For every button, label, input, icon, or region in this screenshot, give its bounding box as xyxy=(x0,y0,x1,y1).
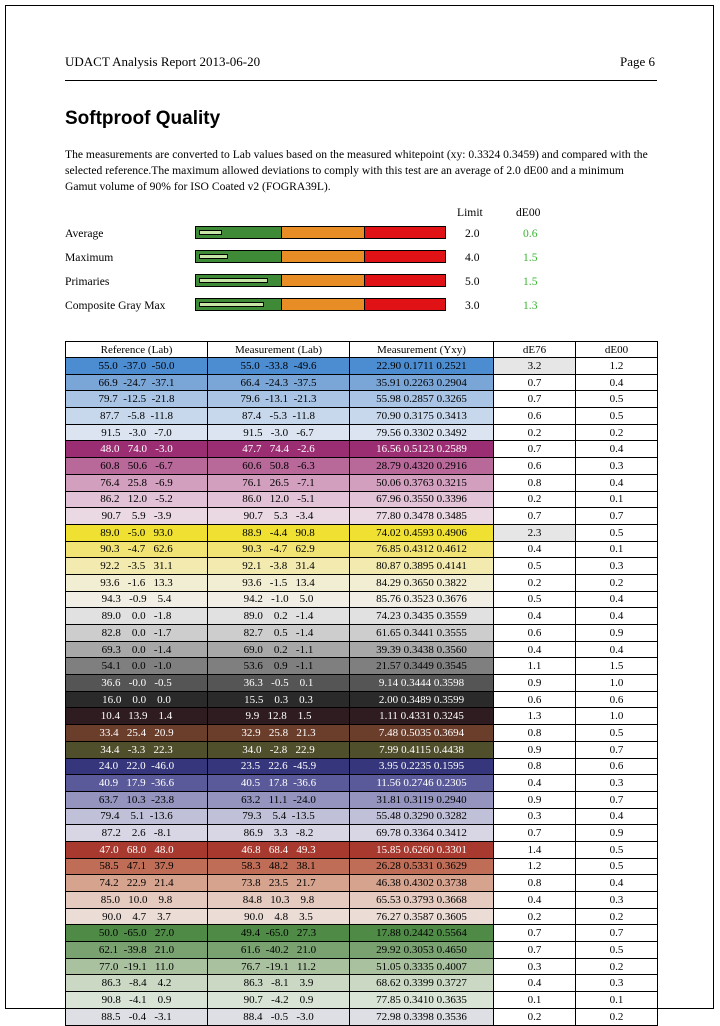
bar-green-zone xyxy=(196,251,281,262)
de76-cell: 0.2 xyxy=(494,1008,576,1025)
table-row xyxy=(66,858,658,875)
measurement-yxy-cell: 69.78 0.3364 0.3412 xyxy=(350,825,494,842)
measurement-lab-cell: 79.6 -13.1 -21.3 xyxy=(208,391,350,408)
measurement-lab-cell: 76.7 -19.1 11.2 xyxy=(208,958,350,975)
de00-cell: 0.4 xyxy=(576,591,658,608)
reference-lab-cell: 90.8 -4.1 0.9 xyxy=(66,992,208,1009)
measurement-lab-cell: 91.5 -3.0 -6.7 xyxy=(208,424,350,441)
measurement-yxy-cell: 79.56 0.3302 0.3492 xyxy=(350,424,494,441)
measurement-yxy-cell: 11.56 0.2746 0.2305 xyxy=(350,775,494,792)
measurement-yxy-cell: 85.76 0.3523 0.3676 xyxy=(350,591,494,608)
metric-limit: 2.0 xyxy=(465,227,480,240)
bar-red-zone xyxy=(364,275,445,286)
de76-cell: 1.2 xyxy=(494,858,576,875)
de00-cell: 0.5 xyxy=(576,841,658,858)
measurement-lab-cell: 84.8 10.3 9.8 xyxy=(208,892,350,909)
de76-cell: 0.7 xyxy=(494,391,576,408)
header-divider xyxy=(65,80,657,81)
de76-cell: 0.9 xyxy=(494,675,576,692)
reference-lab-cell: 74.2 22.9 21.4 xyxy=(66,875,208,892)
bar-red-zone xyxy=(364,251,445,262)
bar-orange-zone xyxy=(281,251,364,262)
de00-cell: 0.4 xyxy=(576,641,658,658)
de76-cell: 0.4 xyxy=(494,775,576,792)
summary-row xyxy=(65,250,657,266)
de00-cell: 0.3 xyxy=(576,458,658,475)
table-row xyxy=(66,825,658,842)
reference-lab-cell: 69.3 0.0 -1.4 xyxy=(66,641,208,658)
de76-cell: 0.2 xyxy=(494,424,576,441)
de76-cell: 3.2 xyxy=(494,358,576,375)
reference-lab-cell: 89.0 0.0 -1.8 xyxy=(66,608,208,625)
measurement-yxy-cell: 2.00 0.3489 0.3599 xyxy=(350,691,494,708)
de76-cell: 0.7 xyxy=(494,825,576,842)
measurement-lab-cell: 53.6 0.9 -1.1 xyxy=(208,658,350,675)
table-row xyxy=(66,791,658,808)
bar-indicator xyxy=(199,278,268,283)
bar-indicator xyxy=(199,254,228,259)
measurement-lab-cell: 55.0 -33.8 -49.6 xyxy=(208,358,350,375)
reference-lab-cell: 85.0 10.0 9.8 xyxy=(66,892,208,909)
measurement-lab-cell: 34.0 -2.8 22.9 xyxy=(208,741,350,758)
deviation-bar xyxy=(195,250,446,263)
de76-cell: 0.7 xyxy=(494,942,576,959)
de76-cell: 0.2 xyxy=(494,491,576,508)
de76-cell: 0.4 xyxy=(494,641,576,658)
table-row xyxy=(66,358,658,375)
reference-lab-cell: 34.4 -3.3 22.3 xyxy=(66,741,208,758)
header-de00: dE00 xyxy=(576,342,658,358)
de00-cell: 0.4 xyxy=(576,875,658,892)
table-row xyxy=(66,975,658,992)
de00-cell: 0.1 xyxy=(576,992,658,1009)
measurement-lab-cell: 47.7 74.4 -2.6 xyxy=(208,441,350,458)
measurement-yxy-cell: 16.56 0.5123 0.2589 xyxy=(350,441,494,458)
table-row xyxy=(66,474,658,491)
de00-cell: 0.2 xyxy=(576,424,658,441)
reference-lab-cell: 94.3 -0.9 5.4 xyxy=(66,591,208,608)
reference-lab-cell: 36.6 -0.0 -0.5 xyxy=(66,675,208,692)
reference-lab-cell: 90.0 4.7 3.7 xyxy=(66,908,208,925)
table-row xyxy=(66,875,658,892)
measurement-lab-cell: 46.8 68.4 49.3 xyxy=(208,841,350,858)
measurement-yxy-cell: 46.38 0.4302 0.3738 xyxy=(350,875,494,892)
reference-lab-cell: 79.7 -12.5 -21.8 xyxy=(66,391,208,408)
bar-indicator xyxy=(199,230,222,235)
measurement-yxy-cell: 35.91 0.2263 0.2904 xyxy=(350,374,494,391)
de00-cell: 1.0 xyxy=(576,708,658,725)
measurement-yxy-cell: 76.85 0.4312 0.4612 xyxy=(350,541,494,558)
de76-cell: 0.8 xyxy=(494,725,576,742)
bar-red-zone xyxy=(364,227,445,238)
measurement-yxy-cell: 21.57 0.3449 0.3545 xyxy=(350,658,494,675)
de00-cell: 0.2 xyxy=(576,908,658,925)
reference-lab-cell: 62.1 -39.8 21.0 xyxy=(66,942,208,959)
de76-cell: 0.2 xyxy=(494,908,576,925)
measurement-yxy-cell: 15.85 0.6260 0.3301 xyxy=(350,841,494,858)
measurement-lab-cell: 61.6 -40.2 21.0 xyxy=(208,942,350,959)
de76-cell: 0.7 xyxy=(494,374,576,391)
measurement-lab-cell: 36.3 -0.5 0.1 xyxy=(208,675,350,692)
table-row xyxy=(66,591,658,608)
measurement-lab-cell: 86.3 -8.1 3.9 xyxy=(208,975,350,992)
bar-green-zone xyxy=(196,299,281,310)
measurement-lab-cell: 32.9 25.8 21.3 xyxy=(208,725,350,742)
reference-lab-cell: 58.5 47.1 37.9 xyxy=(66,858,208,875)
de76-cell: 0.1 xyxy=(494,992,576,1009)
reference-lab-cell: 90.7 5.9 -3.9 xyxy=(66,508,208,525)
table-row xyxy=(66,808,658,825)
measurement-lab-cell: 88.4 -0.5 -3.0 xyxy=(208,1008,350,1025)
de00-cell: 0.3 xyxy=(576,558,658,575)
de76-cell: 0.6 xyxy=(494,458,576,475)
reference-lab-cell: 63.7 10.3 -23.8 xyxy=(66,791,208,808)
header-reference: Reference (Lab) xyxy=(66,342,208,358)
measurement-yxy-cell: 9.14 0.3444 0.3598 xyxy=(350,675,494,692)
table-row xyxy=(66,925,658,942)
table-row xyxy=(66,725,658,742)
reference-lab-cell: 76.4 25.8 -6.9 xyxy=(66,474,208,491)
de76-cell: 0.9 xyxy=(494,741,576,758)
limit-column-header: Limit xyxy=(457,206,483,219)
de00-cell: 0.4 xyxy=(576,374,658,391)
measurement-lab-cell: 66.4 -24.3 -37.5 xyxy=(208,374,350,391)
metric-label: Maximum xyxy=(65,251,114,264)
reference-lab-cell: 82.8 0.0 -1.7 xyxy=(66,625,208,642)
metric-value: 1.5 xyxy=(523,251,538,264)
measurement-lab-cell: 90.7 5.3 -3.4 xyxy=(208,508,350,525)
reference-lab-cell: 40.9 17.9 -36.6 xyxy=(66,775,208,792)
table-row xyxy=(66,691,658,708)
de76-cell: 0.7 xyxy=(494,441,576,458)
measurement-lab-cell: 82.7 0.5 -1.4 xyxy=(208,625,350,642)
intro-text: The measurements are converted to Lab values based on the measured whitepoint (xy: 0.3324 0.3459) and compared with the selected reference.The maximum allowed deviations to comply with this test are an average of 2.0 dE00 and a minimum Gamut volume of 90% for ISO Coated v2 (FOGRA39L). xyxy=(65,148,648,193)
table-row xyxy=(66,708,658,725)
measurement-lab-cell: 23.5 22.6 -45.9 xyxy=(208,758,350,775)
de00-cell: 0.9 xyxy=(576,825,658,842)
de00-cell: 0.6 xyxy=(576,691,658,708)
reference-lab-cell: 54.1 0.0 -1.0 xyxy=(66,658,208,675)
de00-cell: 0.1 xyxy=(576,491,658,508)
reference-lab-cell: 77.0 -19.1 11.0 xyxy=(66,958,208,975)
measurement-lab-cell: 79.3 5.4 -13.5 xyxy=(208,808,350,825)
de00-cell: 0.7 xyxy=(576,925,658,942)
table-row xyxy=(66,541,658,558)
de76-cell: 0.6 xyxy=(494,625,576,642)
measurement-yxy-cell: 55.48 0.3290 0.3282 xyxy=(350,808,494,825)
measurement-yxy-cell: 51.05 0.3335 0.4007 xyxy=(350,958,494,975)
reference-lab-cell: 60.8 50.6 -6.7 xyxy=(66,458,208,475)
measurement-table xyxy=(65,341,658,1026)
header-measurement-yxy: Measurement (Yxy) xyxy=(350,342,494,358)
table-row xyxy=(66,958,658,975)
measurement-lab-cell: 87.4 -5.3 -11.8 xyxy=(208,408,350,425)
measurement-yxy-cell: 67.96 0.3550 0.3396 xyxy=(350,491,494,508)
report-header xyxy=(65,54,655,70)
measurement-lab-cell: 92.1 -3.8 31.4 xyxy=(208,558,350,575)
reference-lab-cell: 89.0 -5.0 93.0 xyxy=(66,524,208,541)
measurement-lab-cell: 88.9 -4.4 90.8 xyxy=(208,524,350,541)
measurement-lab-cell: 73.8 23.5 21.7 xyxy=(208,875,350,892)
reference-lab-cell: 86.2 12.0 -5.2 xyxy=(66,491,208,508)
table-row xyxy=(66,558,658,575)
table-row xyxy=(66,641,658,658)
metric-value: 0.6 xyxy=(523,227,538,240)
bar-orange-zone xyxy=(281,227,364,238)
table-row xyxy=(66,758,658,775)
measurement-lab-cell: 90.3 -4.7 62.9 xyxy=(208,541,350,558)
measurement-lab-cell: 94.2 -1.0 5.0 xyxy=(208,591,350,608)
de00-cell: 1.5 xyxy=(576,658,658,675)
bar-indicator xyxy=(199,302,264,307)
de76-cell: 0.4 xyxy=(494,541,576,558)
de00-cell: 1.2 xyxy=(576,358,658,375)
de00-cell: 0.3 xyxy=(576,892,658,909)
summary-row xyxy=(65,274,657,290)
reference-lab-cell: 86.3 -8.4 4.2 xyxy=(66,975,208,992)
table-row xyxy=(66,391,658,408)
report-title: UDACT Analysis Report 2013-06-20 xyxy=(65,54,261,69)
reference-lab-cell: 55.0 -37.0 -50.0 xyxy=(66,358,208,375)
reference-lab-cell: 50.0 -65.0 27.0 xyxy=(66,925,208,942)
de00-column-header: dE00 xyxy=(516,206,541,219)
metric-value: 1.3 xyxy=(523,299,538,312)
measurement-yxy-cell: 28.79 0.4320 0.2916 xyxy=(350,458,494,475)
reference-lab-cell: 87.7 -5.8 -11.8 xyxy=(66,408,208,425)
de76-cell: 0.3 xyxy=(494,808,576,825)
de76-cell: 0.3 xyxy=(494,958,576,975)
de00-cell: 0.7 xyxy=(576,508,658,525)
metric-label: Composite Gray Max xyxy=(65,299,166,312)
reference-lab-cell: 33.4 25.4 20.9 xyxy=(66,725,208,742)
measurement-lab-cell: 89.0 0.2 -1.4 xyxy=(208,608,350,625)
bar-green-zone xyxy=(196,275,281,286)
table-row xyxy=(66,608,658,625)
measurement-yxy-cell: 76.27 0.3587 0.3605 xyxy=(350,908,494,925)
bar-orange-zone xyxy=(281,299,364,310)
de76-cell: 0.6 xyxy=(494,691,576,708)
de00-cell: 0.4 xyxy=(576,608,658,625)
measurement-lab-cell: 69.0 0.2 -1.1 xyxy=(208,641,350,658)
measurement-yxy-cell: 74.23 0.3435 0.3559 xyxy=(350,608,494,625)
page-number: Page 6 xyxy=(619,54,655,69)
de00-cell: 0.4 xyxy=(576,474,658,491)
measurement-yxy-cell: 74.02 0.4593 0.4906 xyxy=(350,524,494,541)
table-row xyxy=(66,625,658,642)
measurement-lab-cell: 49.4 -65.0 27.3 xyxy=(208,925,350,942)
measurement-yxy-cell: 31.81 0.3119 0.2940 xyxy=(350,791,494,808)
de00-cell: 0.4 xyxy=(576,441,658,458)
metric-limit: 5.0 xyxy=(465,275,480,288)
measurement-lab-cell: 86.0 12.0 -5.1 xyxy=(208,491,350,508)
table-row xyxy=(66,1008,658,1025)
measurement-yxy-cell: 3.95 0.2235 0.1595 xyxy=(350,758,494,775)
measurement-yxy-cell: 70.90 0.3175 0.3413 xyxy=(350,408,494,425)
table-row xyxy=(66,741,658,758)
measurement-yxy-cell: 1.11 0.4331 0.3245 xyxy=(350,708,494,725)
de00-cell: 0.5 xyxy=(576,858,658,875)
measurement-yxy-cell: 80.87 0.3895 0.4141 xyxy=(350,558,494,575)
table-row xyxy=(66,574,658,591)
measurement-lab-cell: 90.7 -4.2 0.9 xyxy=(208,992,350,1009)
measurement-lab-cell: 90.0 4.8 3.5 xyxy=(208,908,350,925)
metric-label: Average xyxy=(65,227,104,240)
de00-cell: 0.5 xyxy=(576,408,658,425)
measurement-lab-cell: 9.9 12.8 1.5 xyxy=(208,708,350,725)
de00-cell: 0.5 xyxy=(576,725,658,742)
de76-cell: 1.4 xyxy=(494,841,576,858)
table-header-row xyxy=(66,342,658,358)
table-row xyxy=(66,892,658,909)
measurement-lab-cell: 40.5 17.8 -36.6 xyxy=(208,775,350,792)
reference-lab-cell: 47.0 68.0 48.0 xyxy=(66,841,208,858)
reference-lab-cell: 48.0 74.0 -3.0 xyxy=(66,441,208,458)
measurement-lab-cell: 93.6 -1.5 13.4 xyxy=(208,574,350,591)
deviation-bar xyxy=(195,226,446,239)
de00-cell: 0.2 xyxy=(576,574,658,591)
table-row xyxy=(66,658,658,675)
table-row xyxy=(66,408,658,425)
measurement-lab-cell: 63.2 11.1 -24.0 xyxy=(208,791,350,808)
bar-orange-zone xyxy=(281,275,364,286)
table-row xyxy=(66,441,658,458)
de76-cell: 0.2 xyxy=(494,574,576,591)
reference-lab-cell: 79.4 5.1 -13.6 xyxy=(66,808,208,825)
reference-lab-cell: 90.3 -4.7 62.6 xyxy=(66,541,208,558)
de76-cell: 0.6 xyxy=(494,408,576,425)
de00-cell: 0.2 xyxy=(576,958,658,975)
de00-cell: 0.7 xyxy=(576,791,658,808)
reference-lab-cell: 16.0 0.0 0.0 xyxy=(66,691,208,708)
de00-cell: 0.9 xyxy=(576,625,658,642)
table-row xyxy=(66,508,658,525)
metric-value: 1.5 xyxy=(523,275,538,288)
measurement-yxy-cell: 72.98 0.3398 0.3536 xyxy=(350,1008,494,1025)
measurement-lab-cell: 76.1 26.5 -7.1 xyxy=(208,474,350,491)
table-row xyxy=(66,841,658,858)
de76-cell: 0.8 xyxy=(494,474,576,491)
table-row xyxy=(66,942,658,959)
de76-cell: 0.4 xyxy=(494,892,576,909)
de00-cell: 0.5 xyxy=(576,391,658,408)
table-row xyxy=(66,992,658,1009)
de76-cell: 1.1 xyxy=(494,658,576,675)
measurement-yxy-cell: 7.48 0.5035 0.3694 xyxy=(350,725,494,742)
de00-cell: 1.0 xyxy=(576,675,658,692)
header-de76: dE76 xyxy=(494,342,576,358)
measurement-yxy-cell: 61.65 0.3441 0.3555 xyxy=(350,625,494,642)
reference-lab-cell: 24.0 22.0 -46.0 xyxy=(66,758,208,775)
measurement-yxy-cell: 26.28 0.5331 0.3629 xyxy=(350,858,494,875)
de00-cell: 0.2 xyxy=(576,1008,658,1025)
measurement-yxy-cell: 7.99 0.4115 0.4438 xyxy=(350,741,494,758)
summary-row xyxy=(65,226,657,242)
table-row xyxy=(66,908,658,925)
metric-limit: 4.0 xyxy=(465,251,480,264)
reference-lab-cell: 10.4 13.9 1.4 xyxy=(66,708,208,725)
measurement-yxy-cell: 55.98 0.2857 0.3265 xyxy=(350,391,494,408)
measurement-lab-cell: 86.9 3.3 -8.2 xyxy=(208,825,350,842)
de76-cell: 0.4 xyxy=(494,608,576,625)
de00-cell: 0.3 xyxy=(576,775,658,792)
bar-green-zone xyxy=(196,227,281,238)
de00-cell: 0.1 xyxy=(576,541,658,558)
de76-cell: 0.8 xyxy=(494,875,576,892)
de76-cell: 0.7 xyxy=(494,925,576,942)
section-title: Softproof Quality xyxy=(65,108,221,129)
reference-lab-cell: 91.5 -3.0 -7.0 xyxy=(66,424,208,441)
measurement-yxy-cell: 22.90 0.1711 0.2521 xyxy=(350,358,494,375)
de00-cell: 0.5 xyxy=(576,942,658,959)
de76-cell: 0.5 xyxy=(494,558,576,575)
measurement-lab-cell: 60.6 50.8 -6.3 xyxy=(208,458,350,475)
measurement-lab-cell: 58.3 48.2 38.1 xyxy=(208,858,350,875)
reference-lab-cell: 66.9 -24.7 -37.1 xyxy=(66,374,208,391)
measurement-yxy-cell: 65.53 0.3793 0.3668 xyxy=(350,892,494,909)
de76-cell: 2.3 xyxy=(494,524,576,541)
de76-cell: 0.5 xyxy=(494,591,576,608)
deviation-bar xyxy=(195,274,446,287)
metric-limit: 3.0 xyxy=(465,299,480,312)
reference-lab-cell: 92.2 -3.5 31.1 xyxy=(66,558,208,575)
reference-lab-cell: 93.6 -1.6 13.3 xyxy=(66,574,208,591)
measurement-lab-cell: 15.5 0.3 0.3 xyxy=(208,691,350,708)
de00-cell: 0.7 xyxy=(576,741,658,758)
reference-lab-cell: 87.2 2.6 -8.1 xyxy=(66,825,208,842)
measurement-yxy-cell: 84.29 0.3650 0.3822 xyxy=(350,574,494,591)
metric-label: Primaries xyxy=(65,275,110,288)
measurement-yxy-cell: 17.88 0.2442 0.5564 xyxy=(350,925,494,942)
de00-cell: 0.5 xyxy=(576,524,658,541)
de76-cell: 0.4 xyxy=(494,975,576,992)
table-row xyxy=(66,775,658,792)
de76-cell: 0.9 xyxy=(494,791,576,808)
summary-row xyxy=(65,298,657,314)
measurement-yxy-cell: 68.62 0.3399 0.3727 xyxy=(350,975,494,992)
measurement-yxy-cell: 50.06 0.3763 0.3215 xyxy=(350,474,494,491)
header-measurement-lab: Measurement (Lab) xyxy=(208,342,350,358)
table-row xyxy=(66,424,658,441)
measurement-yxy-cell: 29.92 0.3053 0.4650 xyxy=(350,942,494,959)
reference-lab-cell: 88.5 -0.4 -3.1 xyxy=(66,1008,208,1025)
measurement-yxy-cell: 39.39 0.3438 0.3560 xyxy=(350,641,494,658)
de00-cell: 0.4 xyxy=(576,808,658,825)
table-row xyxy=(66,458,658,475)
de76-cell: 1.3 xyxy=(494,708,576,725)
table-row xyxy=(66,374,658,391)
measurement-yxy-cell: 77.80 0.3478 0.3485 xyxy=(350,508,494,525)
de76-cell: 0.8 xyxy=(494,758,576,775)
de76-cell: 0.7 xyxy=(494,508,576,525)
measurement-yxy-cell: 77.85 0.3410 0.3635 xyxy=(350,992,494,1009)
bar-red-zone xyxy=(364,299,445,310)
de00-cell: 0.3 xyxy=(576,975,658,992)
table-row xyxy=(66,524,658,541)
deviation-bar xyxy=(195,298,446,311)
de00-cell: 0.6 xyxy=(576,758,658,775)
table-row xyxy=(66,491,658,508)
table-row xyxy=(66,675,658,692)
